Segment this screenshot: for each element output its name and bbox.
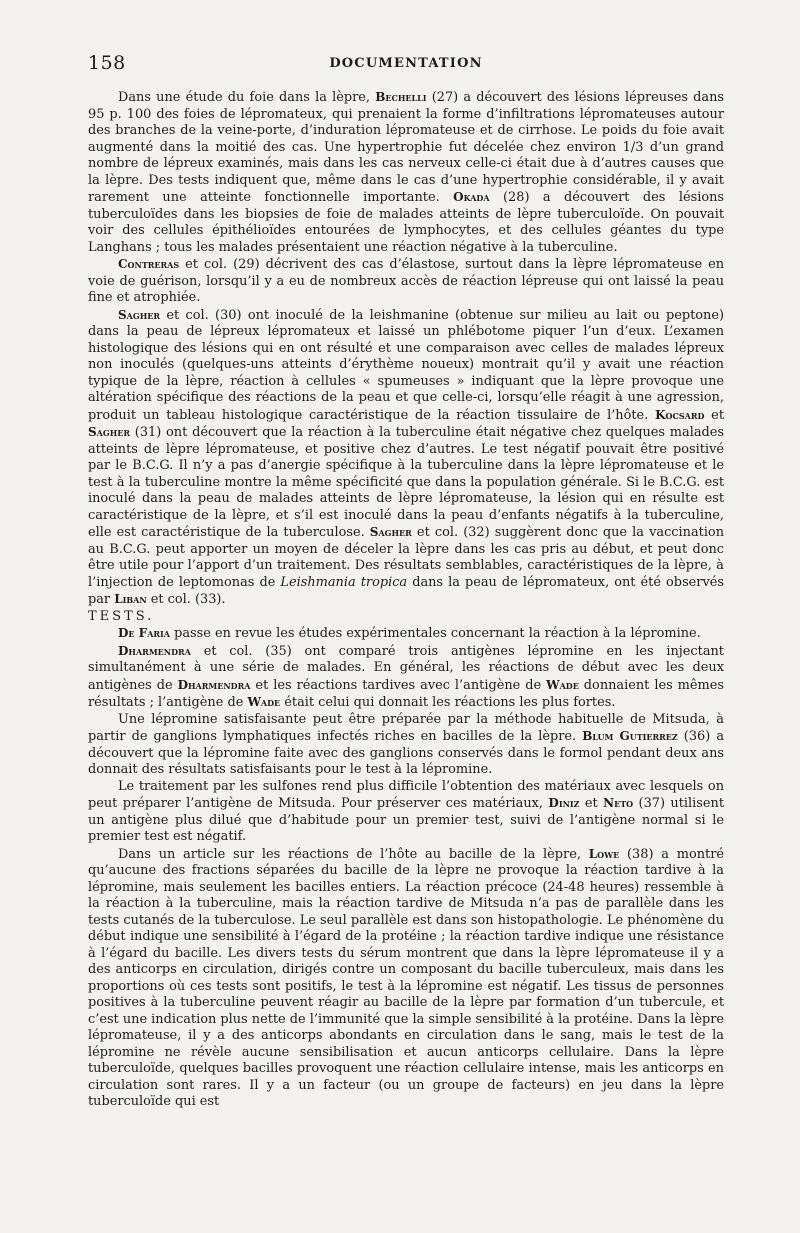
author-name: Diniz <box>548 796 580 810</box>
author-name: Sagher <box>88 425 131 439</box>
author-name: Dharmendra <box>118 643 191 658</box>
running-title: DOCUMENTATION <box>329 56 483 71</box>
paragraph-liver-study: Dans une étude du foie dans la lèpre, Bechelli (27) a découvert des lésions lépreuses dans 95 p. 100 des foies de lépromateux, qui prenaient la forme d’infiltrations lépromateuses autour des branches de la veine-porte, d’induration lépromateuse et de cirrhose. Le poids du foie avait augmenté dans la moitié des cas. Une hypertrophie fut décelée chez environ 1/3 d’un grand nombre de lépreux examinés, mais dans les cas nerveux celle-ci était due à d’autres causes que la lèpre. Des tests indiquent que, même dans le cas d’une hypertrophie considérable, il y avait rarement une atteinte fonctionnelle importante. Okada (28) a découvert des lésions tuberculoïdes dans les biopsies de foie de malades atteints de lèpre tuberculoïde. On pouvait voir des cellules épithélioïdes entourées de lymphocytes, et des cellules géantes du type Langhans ; tous les malades présentaient une réaction négative à la tuberculine. <box>88 90 725 255</box>
author-name: Kocsard <box>655 407 705 422</box>
author-name: Sagher <box>118 307 161 322</box>
paragraph-leishmanine: Sagher et col. (30) ont inoculé de la leishmanine (obtenue sur milieu au lait ou peptone) dans la peau de lépreux lépromateux et laissé un phlébotome piquer l’un d’eux. L’examen histologique des lésions qui en ont résulté et une comparaison avec celles de malades lépreux non inoculés (quelques-uns atteints d’érythème noueux) montrait qu’il y avait une réaction typique de la lèpre, réaction à cellules « spumeuses » indiquant que la lèpre provoque une altération spécifique des réactions de la peau et que celle-ci, lorsqu’elle réagit à une agression, produit un tableau histologique caractéristique de la réaction tissulaire de l’hôte. Kocsard et Sagher (31) ont découvert que la réaction à la tuberculine était négative chez quelques malades atteints de lèpre lépromateuse, et positive chez d’autres. Le test négatif pouvait être positivé par le B.C.G. Il n’y a pas d’anergie spécifique à la tuberculine dans la lèpre lépromateuse et le test à la tuberculine montre la même spécificité que dans la population générale. Si le B.C.G. est inoculé dans la peau de malades atteints de lèpre lépromateuse, la lésion qui en résulte est caractéristique de la lèpre, et s’il est inoculé dans la peau d’enfants négatifs à la tuberculine, elle est caractéristique de la tuberculose. Sagher et col. (32) suggèrent donc que la vaccination au B.C.G. peut apporter un moyen de déceler la lèpre dans les cas pris au début, et peut donc être utile pour l’apport d’un traitement. Des résultats semblables, caractéristiques de la lèpre, à l’injection de leptomonas de Leishmania tropica dans la peau de lépromateux, ont été observés par Liban et col. (33). <box>88 307 724 607</box>
author-name: Contreras <box>118 257 180 271</box>
paragraph-elastosis: Contreras et col. (29) décrivent des cas d’élastose, surtout dans la lèpre lépromateuse en voie de guérison, lorsqu’il y a eu de nombreux accès de réaction lépreuse qui ont laissé la peau fine et atrophiée. <box>88 257 724 305</box>
paragraph-host-reactions: Dans un article sur les réactions de l’hôte au bacille de la lèpre, Lowe (38) a montré qu’aucune des fractions séparées du bacille de la lèpre ne provoque la réaction tardive à la lépromine, mais seulement les bacilles entiers. La réaction précoce (24-48 heures) ressemble à la réaction à la tuberculine, mais la réaction tardive de Mitsuda n’a pas de parallèle dans les tests cutanés de la tuberculose. Le seul parallèle est dans son histopathologie. Le phénomène du début indique une sensibilité à l’égard de la protéine ; la réaction tardive indique une résistance à l’égard du bacille. Les divers tests du sérum montrent que dans la lèpre lépromateuse il y a des anticorps en circulation, dirigés contre un composant du bacille tuberculeux, mais dans les proportions où ces tests sont positifs, le test à la lépromine est négatif. Les tissus de personnes positives à la tuberculine peuvent réagir au bacille de la lèpre par formation d’un tubercule, et c’est une indication plus nette de l’immunité que la simple sensibilité à la protéine. Dans la lèpre lépromateuse, il y a des anticorps abondants en circulation dans le sang, mais le test de la lépromine ne révèle aucune sensibilisation et aucun anticorps cellulaire. Dans la lèpre tuberculoïde, quelques bacilles provoquent une réaction cellulaire intense, mais les anticorps en circulation sont rares. Il y a un facteur (ou un groupe de facteurs) en jeu dans la lèpre tuberculoïde qui est <box>88 846 725 1109</box>
paragraph-dharmendra: Dharmendra et col. (35) ont comparé trois antigènes lépromine en les injectant simultanément à une série de malades. En général, les réactions de début avec les deux antigènes de Dharmendra et les réactions tardives avec l’antigène de Wade donnaient les mêmes résultats ; l’antigène de Wade était celui qui donnait les réactions les plus fortes. <box>88 643 724 710</box>
author-name: Lowe <box>588 846 620 861</box>
author-name: Okada <box>453 190 490 204</box>
author-name: Neto <box>603 796 634 810</box>
section-title-tests: TESTS. <box>88 608 155 624</box>
species-name: Leishmania tropica <box>280 574 408 590</box>
author-name: Liban <box>114 592 147 606</box>
author-name: De Faria <box>118 626 171 640</box>
author-name: Blum Gutierrez <box>582 729 678 743</box>
author-name: Bechelli <box>375 90 427 104</box>
author-name: Dharmendra <box>177 677 251 692</box>
paragraph-sulfones: Le traitement par les sulfones rend plus difficile l’obtention des matériaux avec lesquels on peut préparer l’antigène de Mitsuda. Pour préserver ces matériaux, Diniz et Neto (37) utilisent un antigène plus dilué que d’habitude pour un premier test, suivi de l’antigène normal si le premier test est négatif. <box>88 778 724 844</box>
body-text <box>88 89 724 1111</box>
page-header <box>88 52 724 76</box>
author-name: Sagher <box>369 525 412 539</box>
paragraph-lepromine-preparation: Une lépromine satisfaisante peut être préparée par la méthode habituelle de Mitsuda, à partir de ganglions lymphatiques infectés riches en bacilles de la lèpre. Blum Gutierrez (36) a découvert que la lépromine faite avec des ganglions conservés dans le formol pendant deux ans donnait des résultats satisfaisants pour le test à la lépromine. <box>88 711 724 777</box>
page-number: 158 <box>88 52 126 74</box>
paragraph-de-faria: De Faria passe en revue les études expérimentales concernant la réaction à la lépromine. <box>118 626 701 641</box>
author-name: Wade <box>546 677 579 692</box>
author-name: Wade <box>247 695 281 709</box>
